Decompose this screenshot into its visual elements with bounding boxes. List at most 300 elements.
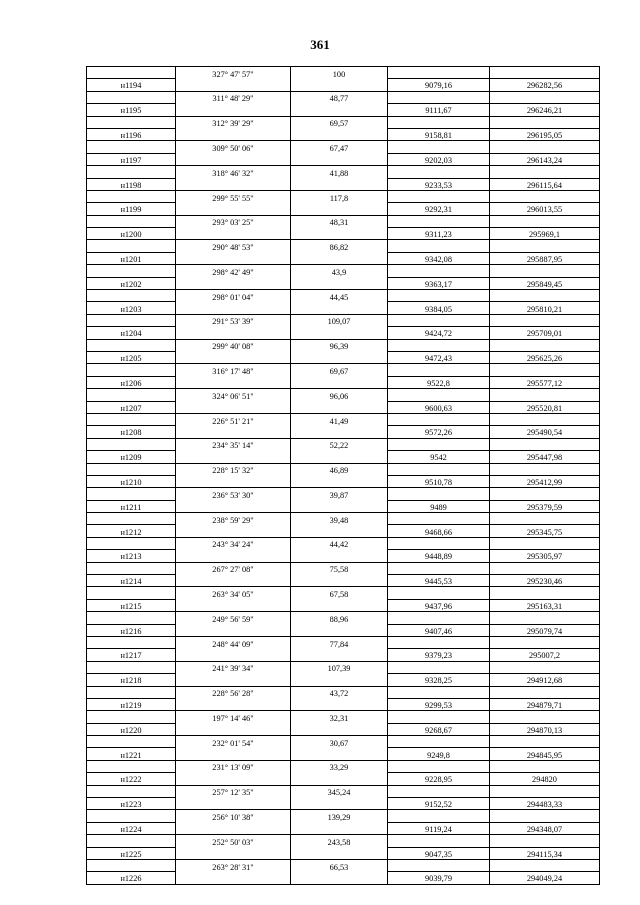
distance-cell: 39,87 [291,488,388,500]
point-name-cell: н1203 [87,302,176,314]
angle-cell [176,550,291,562]
point-name-cell [87,760,176,772]
y-coordinate-cell: 295230,46 [490,575,600,587]
distance-cell: 243,58 [291,835,388,847]
point-name-cell: н1210 [87,475,176,487]
point-name-cell [87,166,176,178]
angle-cell [176,599,291,611]
y-coordinate-cell [490,265,600,277]
point-name-cell: н1215 [87,599,176,611]
y-coordinate-cell [490,314,600,326]
x-coordinate-cell: 9233,53 [388,178,490,190]
point-name-cell [87,860,176,872]
angle-cell: 316° 17' 48" [176,364,291,376]
point-row [87,327,600,339]
angle-cell [176,252,291,264]
segment-row [87,661,600,673]
point-row [87,351,600,363]
angle-cell: 238° 59' 29" [176,513,291,525]
point-row [87,401,600,413]
angle-cell [176,698,291,710]
point-name-cell [87,463,176,475]
point-name-cell [87,612,176,624]
y-coordinate-cell: 296246,21 [490,104,600,116]
segment-row [87,240,600,252]
point-name-cell [87,67,176,79]
distance-cell [291,351,388,363]
segment-row [87,265,600,277]
angle-cell [176,302,291,314]
distance-cell [291,252,388,264]
distance-cell [291,426,388,438]
x-coordinate-cell: 9468,66 [388,525,490,537]
distance-cell [291,575,388,587]
segment-row [87,860,600,872]
angle-cell: 228° 56' 28" [176,686,291,698]
point-name-cell: н1204 [87,327,176,339]
distance-cell [291,104,388,116]
point-row [87,451,600,463]
segment-row [87,612,600,624]
y-coordinate-cell: 294049,24 [490,872,600,884]
y-coordinate-cell: 294879,71 [490,698,600,710]
distance-cell: 88,96 [291,612,388,624]
x-coordinate-cell [388,835,490,847]
distance-cell: 48,31 [291,215,388,227]
angle-cell [176,128,291,140]
y-coordinate-cell [490,612,600,624]
angle-cell [176,203,291,215]
angle-cell: 290° 48' 53" [176,240,291,252]
angle-cell [176,327,291,339]
point-name-cell: н1207 [87,401,176,413]
point-name-cell: н1197 [87,153,176,165]
x-coordinate-cell: 9448,89 [388,550,490,562]
y-coordinate-cell: 295625,26 [490,351,600,363]
point-name-cell: н1206 [87,376,176,388]
y-coordinate-cell: 295490,54 [490,426,600,438]
angle-cell [176,500,291,512]
y-coordinate-cell [490,760,600,772]
distance-cell [291,723,388,735]
x-coordinate-cell [388,290,490,302]
x-coordinate-cell [388,711,490,723]
y-coordinate-cell: 295007,2 [490,649,600,661]
distance-cell: 139,29 [291,810,388,822]
distance-cell [291,203,388,215]
point-row [87,649,600,661]
x-coordinate-cell [388,513,490,525]
segment-row [87,339,600,351]
angle-cell [176,104,291,116]
y-coordinate-cell: 295379,59 [490,500,600,512]
distance-cell: 77,84 [291,636,388,648]
y-coordinate-cell [490,215,600,227]
point-name-cell: н1217 [87,649,176,661]
y-coordinate-cell: 294912,68 [490,674,600,686]
distance-cell: 69,57 [291,116,388,128]
y-coordinate-cell: 295412,99 [490,475,600,487]
x-coordinate-cell [388,215,490,227]
distance-cell: 43,72 [291,686,388,698]
distance-cell [291,327,388,339]
y-coordinate-cell: 295305,97 [490,550,600,562]
angle-cell: 311° 48' 29" [176,91,291,103]
point-name-cell [87,265,176,277]
y-coordinate-cell [490,860,600,872]
distance-cell: 75,58 [291,562,388,574]
point-name-cell [87,686,176,698]
angle-cell [176,798,291,810]
y-coordinate-cell: 296115,64 [490,178,600,190]
point-name-cell [87,364,176,376]
y-coordinate-cell [490,488,600,500]
point-name-cell: н1198 [87,178,176,190]
point-name-cell: н1222 [87,773,176,785]
point-name-cell: н1220 [87,723,176,735]
x-coordinate-cell: 9522,8 [388,376,490,388]
segment-row [87,711,600,723]
point-name-cell: н1216 [87,624,176,636]
distance-cell [291,748,388,760]
segment-row [87,810,600,822]
x-coordinate-cell: 9158,81 [388,128,490,140]
y-coordinate-cell [490,810,600,822]
point-row [87,302,600,314]
segment-row [87,314,600,326]
page-number: 361 [310,37,330,52]
point-name-cell: н1225 [87,847,176,859]
distance-cell [291,500,388,512]
distance-cell [291,599,388,611]
segment-row [87,513,600,525]
point-name-cell: н1224 [87,822,176,834]
segment-row [87,562,600,574]
y-coordinate-cell: 294845,95 [490,748,600,760]
segment-row [87,835,600,847]
y-coordinate-cell: 295810,21 [490,302,600,314]
y-coordinate-cell: 295079,74 [490,624,600,636]
distance-cell: 107,39 [291,661,388,673]
distance-cell [291,525,388,537]
segment-row [87,190,600,202]
point-name-cell [87,587,176,599]
distance-cell: 96,39 [291,339,388,351]
point-name-cell: н1221 [87,748,176,760]
y-coordinate-cell [490,686,600,698]
x-coordinate-cell: 9384,05 [388,302,490,314]
x-coordinate-cell [388,339,490,351]
angle-cell [176,153,291,165]
point-row [87,599,600,611]
point-name-cell [87,513,176,525]
point-row [87,252,600,264]
distance-cell [291,674,388,686]
angle-cell [176,525,291,537]
y-coordinate-cell [490,438,600,450]
x-coordinate-cell: 9510,78 [388,475,490,487]
y-coordinate-cell: 295709,01 [490,327,600,339]
y-coordinate-cell [490,339,600,351]
y-coordinate-cell [490,116,600,128]
x-coordinate-cell [388,810,490,822]
point-row [87,376,600,388]
segment-row [87,67,600,79]
point-name-cell [87,116,176,128]
x-coordinate-cell [388,166,490,178]
x-coordinate-cell: 9202,03 [388,153,490,165]
distance-cell [291,401,388,413]
angle-cell [176,426,291,438]
point-row [87,575,600,587]
angle-cell: 312° 39' 29" [176,116,291,128]
distance-cell [291,178,388,190]
point-name-cell: н1211 [87,500,176,512]
point-name-cell: н1202 [87,277,176,289]
angle-cell: 267° 27' 08" [176,562,291,574]
point-name-cell: н1219 [87,698,176,710]
distance-cell [291,376,388,388]
point-name-cell: н1212 [87,525,176,537]
point-row [87,475,600,487]
angle-cell: 257° 12' 35" [176,785,291,797]
y-coordinate-cell: 295447,98 [490,451,600,463]
y-coordinate-cell [490,389,600,401]
point-row [87,723,600,735]
distance-cell: 46,89 [291,463,388,475]
y-coordinate-cell [490,91,600,103]
angle-cell: 252° 50' 03" [176,835,291,847]
y-coordinate-cell: 295163,31 [490,599,600,611]
point-row [87,674,600,686]
segment-row [87,736,600,748]
point-row [87,748,600,760]
point-name-cell [87,835,176,847]
angle-cell [176,475,291,487]
point-name-cell: н1209 [87,451,176,463]
x-coordinate-cell [388,91,490,103]
distance-cell [291,128,388,140]
y-coordinate-cell: 295577,12 [490,376,600,388]
angle-cell: 309° 50' 06" [176,141,291,153]
distance-cell: 43,9 [291,265,388,277]
angle-cell [176,351,291,363]
distance-cell [291,847,388,859]
x-coordinate-cell [388,686,490,698]
point-name-cell [87,711,176,723]
angle-cell: 327° 47' 57" [176,67,291,79]
y-coordinate-cell: 295887,95 [490,252,600,264]
x-coordinate-cell: 9228,95 [388,773,490,785]
angle-cell: 298° 42' 49" [176,265,291,277]
distance-cell: 48,77 [291,91,388,103]
y-coordinate-cell: 296282,56 [490,79,600,91]
x-coordinate-cell [388,314,490,326]
distance-cell: 44,42 [291,537,388,549]
distance-cell [291,475,388,487]
y-coordinate-cell [490,587,600,599]
x-coordinate-cell: 9407,46 [388,624,490,636]
x-coordinate-cell: 9328,25 [388,674,490,686]
y-coordinate-cell [490,636,600,648]
angle-cell: 243° 34' 24" [176,537,291,549]
y-coordinate-cell [490,463,600,475]
angle-cell [176,178,291,190]
distance-cell: 39,48 [291,513,388,525]
point-name-cell [87,240,176,252]
point-name-cell: н1223 [87,798,176,810]
y-coordinate-cell [490,562,600,574]
y-coordinate-cell: 294115,34 [490,847,600,859]
angle-cell [176,748,291,760]
distance-cell [291,277,388,289]
angle-cell: 324° 06' 51" [176,389,291,401]
x-coordinate-cell [388,860,490,872]
distance-cell [291,872,388,884]
point-name-cell: н1201 [87,252,176,264]
segment-row [87,488,600,500]
y-coordinate-cell: 295969,1 [490,228,600,240]
angle-cell: 234° 35' 14" [176,438,291,450]
x-coordinate-cell: 9079,16 [388,79,490,91]
point-row [87,624,600,636]
angle-cell: 263° 34' 05" [176,587,291,599]
x-coordinate-cell: 9472,43 [388,351,490,363]
x-coordinate-cell [388,116,490,128]
angle-cell: 241° 39' 34" [176,661,291,673]
point-row [87,822,600,834]
point-name-cell [87,314,176,326]
x-coordinate-cell [388,488,490,500]
x-coordinate-cell [388,265,490,277]
point-name-cell [87,413,176,425]
point-name-cell [87,488,176,500]
segment-row [87,636,600,648]
segment-row [87,166,600,178]
angle-cell [176,674,291,686]
x-coordinate-cell [388,67,490,79]
x-coordinate-cell [388,562,490,574]
x-coordinate-cell [388,190,490,202]
point-name-cell: н1199 [87,203,176,215]
y-coordinate-cell [490,364,600,376]
distance-cell: 33,29 [291,760,388,772]
x-coordinate-cell: 9379,23 [388,649,490,661]
x-coordinate-cell: 9268,67 [388,723,490,735]
point-name-cell [87,537,176,549]
point-name-cell [87,736,176,748]
x-coordinate-cell [388,612,490,624]
angle-cell [176,79,291,91]
point-name-cell [87,290,176,302]
point-row [87,798,600,810]
x-coordinate-cell: 9111,67 [388,104,490,116]
x-coordinate-cell: 9299,53 [388,698,490,710]
point-name-cell: н1213 [87,550,176,562]
x-coordinate-cell: 9249,8 [388,748,490,760]
distance-cell: 41,49 [291,413,388,425]
x-coordinate-cell: 9292,31 [388,203,490,215]
point-row [87,847,600,859]
x-coordinate-cell: 9039,79 [388,872,490,884]
y-coordinate-cell: 294483,33 [490,798,600,810]
distance-cell [291,228,388,240]
point-name-cell [87,810,176,822]
segment-row [87,785,600,797]
y-coordinate-cell [490,166,600,178]
angle-cell: 263° 28' 31" [176,860,291,872]
coordinates-table [86,66,600,885]
distance-cell: 52,22 [291,438,388,450]
angle-cell: 226° 51' 21" [176,413,291,425]
angle-cell [176,723,291,735]
x-coordinate-cell [388,364,490,376]
segment-row [87,91,600,103]
point-name-cell: н1205 [87,351,176,363]
x-coordinate-cell: 9600,63 [388,401,490,413]
angle-cell [176,649,291,661]
segment-row [87,438,600,450]
segment-row [87,760,600,772]
angle-cell [176,376,291,388]
x-coordinate-cell: 9424,72 [388,327,490,339]
distance-cell: 100 [291,67,388,79]
segment-row [87,537,600,549]
x-coordinate-cell [388,760,490,772]
angle-cell [176,401,291,413]
distance-cell: 32,31 [291,711,388,723]
x-coordinate-cell [388,413,490,425]
x-coordinate-cell [388,785,490,797]
distance-cell: 69,67 [291,364,388,376]
point-name-cell [87,389,176,401]
segment-row [87,587,600,599]
distance-cell: 109,07 [291,314,388,326]
distance-cell [291,451,388,463]
angle-cell: 236° 53' 30" [176,488,291,500]
point-name-cell [87,339,176,351]
angle-cell [176,228,291,240]
point-row [87,128,600,140]
y-coordinate-cell: 295345,75 [490,525,600,537]
distance-cell [291,698,388,710]
angle-cell [176,624,291,636]
angle-cell [176,575,291,587]
point-row [87,79,600,91]
distance-cell: 66,53 [291,860,388,872]
angle-cell [176,277,291,289]
y-coordinate-cell: 296195,05 [490,128,600,140]
point-row [87,500,600,512]
point-row [87,773,600,785]
point-name-cell: н1200 [87,228,176,240]
distance-cell: 30,67 [291,736,388,748]
angle-cell: 299° 40' 08" [176,339,291,351]
point-name-cell: н1194 [87,79,176,91]
angle-cell: 197° 14' 46" [176,711,291,723]
x-coordinate-cell: 9152,52 [388,798,490,810]
y-coordinate-cell [490,240,600,252]
point-name-cell [87,785,176,797]
distance-cell [291,302,388,314]
point-name-cell [87,91,176,103]
y-coordinate-cell [490,190,600,202]
distance-cell: 117,8 [291,190,388,202]
point-row [87,203,600,215]
segment-row [87,364,600,376]
angle-cell [176,773,291,785]
distance-cell: 41,88 [291,166,388,178]
